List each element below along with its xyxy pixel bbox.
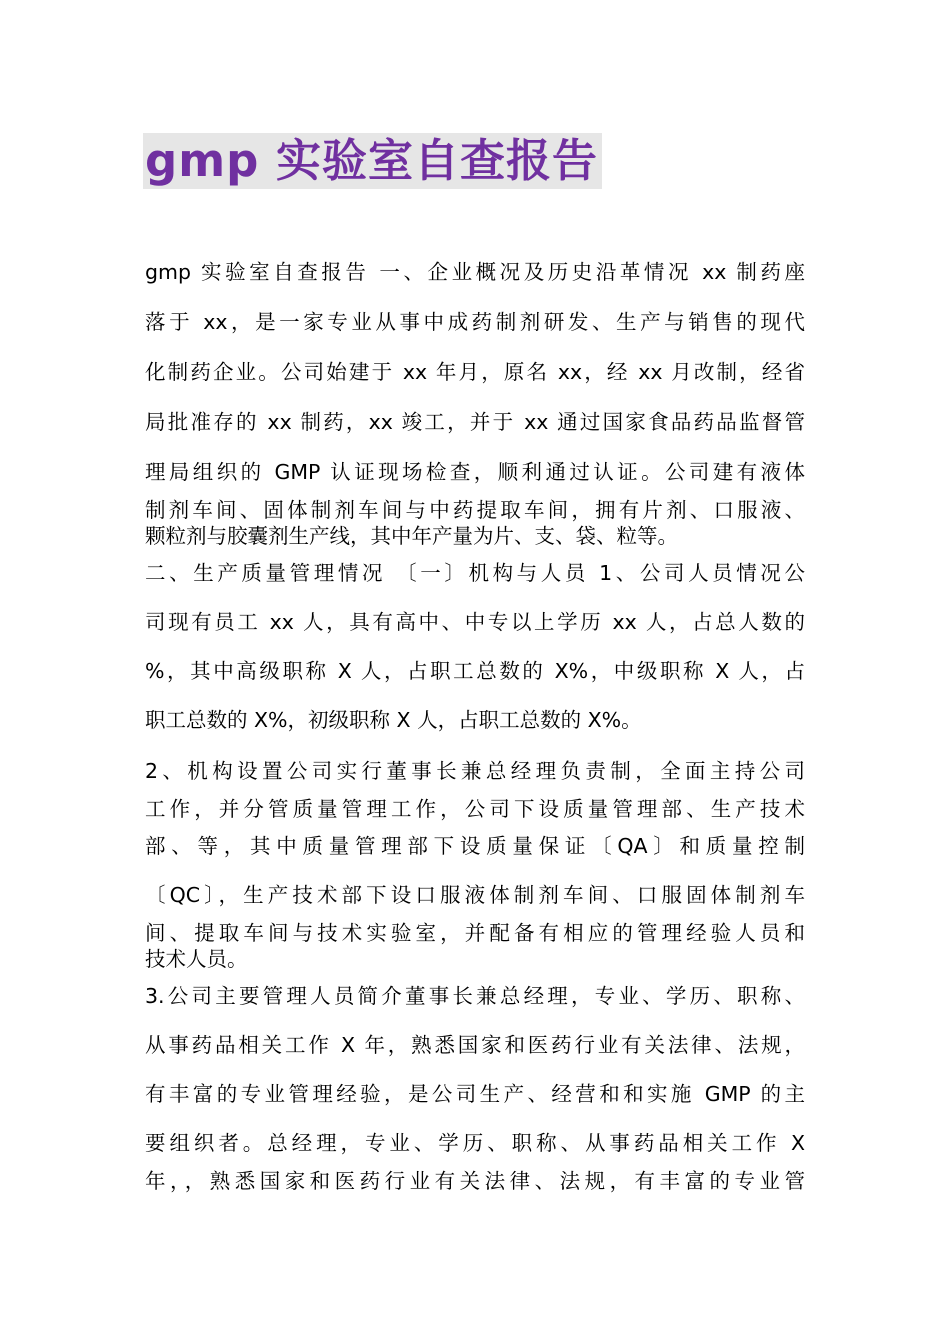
body-line: 落于 xx，是一家专业从事中成药制剂研发、生产与销售的现代 [145,310,805,334]
body-line: 化制药企业。公司始建于 xx 年月，原名 xx，经 xx 月改制，经省 [145,360,805,384]
body-line: 部、等，其中质量管理部下设质量保证〔QA〕和质量控制 [145,834,805,858]
body-line: 有丰富的专业管理经验，是公司生产、经营和和实施 GMP 的主 [145,1082,805,1106]
body-line: 理局组织的 GMP 认证现场检查，顺利通过认证。公司建有液体 [145,460,805,484]
body-line: 〔QC〕，生产技术部下设口服液体制剂车间、口服固体制剂车 [145,883,805,907]
document-title: gmp 实验室自查报告 [145,134,598,187]
body-line: 局批准存的 xx 制药，xx 竣工，并于 xx 通过国家食品药品监督管 [145,410,805,434]
body-line: 从事药品相关工作 X 年，熟悉国家和医药行业有关法律、法规， [145,1033,805,1057]
body-line: 工作，并分管质量管理工作，公司下设质量管理部、生产技术 [145,797,805,821]
body-line: 要组织者。总经理，专业、学历、职称、从事药品相关工作 X [145,1131,805,1155]
body-line: gmp 实验室自查报告 一、企业概况及历史沿革情况 xx 制药座 [145,260,805,284]
body-line: 技术人员。 [145,947,248,971]
body-line: 二、生产质量管理情况 〔一〕机构与人员 1、公司人员情况公 [145,561,805,585]
body-line: 2、机构设置公司实行董事长兼总经理负责制，全面主持公司 [145,759,805,783]
body-line: 3.公司主要管理人员简介董事长兼总经理，专业、学历、职称、 [145,984,805,1008]
body-line: 职工总数的 X%，初级职称 X 人，占职工总数的 X%。 [145,708,642,732]
body-line: 间、提取车间与技术实验室，并配备有相应的管理经验人员和 [145,921,805,945]
body-line: %，其中高级职称 X 人，占职工总数的 X%，中级职称 X 人，占 [145,659,805,683]
body-line: 司现有员工 xx 人，具有高中、中专以上学历 xx 人，占总人数的 [145,610,805,634]
body-line: 制剂车间、固体制剂车间与中药提取车间，拥有片剂、口服液、 [145,498,805,522]
body-line: 颗粒剂与胶囊剂生产线，其中年产量为片、支、袋、粒等。 [145,524,678,548]
title-highlight [143,133,602,189]
body-line: 年，，熟悉国家和医药行业有关法律、法规，有丰富的专业管 [145,1169,805,1193]
